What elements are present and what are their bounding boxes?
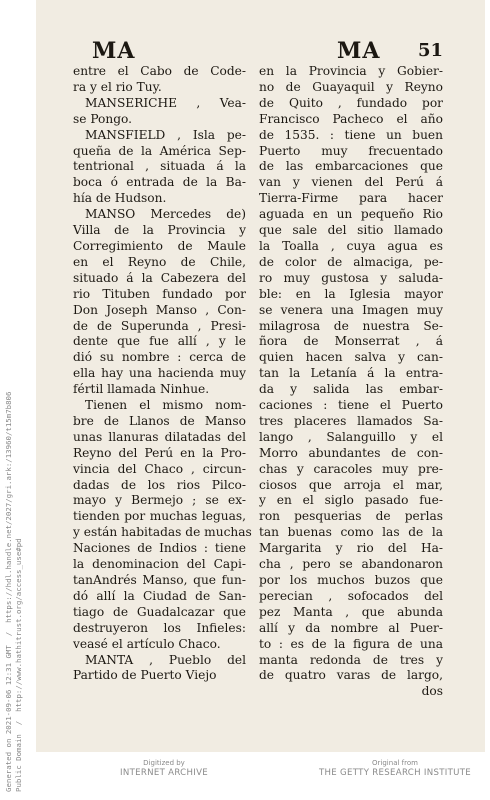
page-number: 51	[418, 40, 444, 61]
text-line: allí y da nombre al Puer-	[259, 620, 443, 635]
text-line: la denominacion del Capi-	[73, 557, 246, 572]
text-line: aguada en un pequeño Rio	[259, 207, 443, 222]
text-line: dadas de los rios Pilco-	[73, 477, 246, 492]
text-line: se venera una Imagen muy	[259, 302, 443, 317]
text-line: ñora de Monserrat , á	[259, 334, 443, 349]
text-line: unas llanuras dilatadas del	[73, 429, 246, 444]
text-line: MANTA , Pueblo del	[85, 652, 246, 667]
text-line: Tierra-Firme para hacer	[259, 191, 443, 206]
text-line: Naciones de Indios : tiene	[73, 541, 246, 556]
side-stamp: Generated on 2021-09-06 12:31 GMT / https://hdl.handle.net/2027/gri.ark:/13960/t15m7b806 Public Domain / http://www.hathitrust.org/access_use#pd	[4, 391, 23, 792]
text-line: queña de la América Sep-	[73, 143, 246, 158]
text-line: rio Tituben fundado por	[73, 286, 246, 301]
text-line: dó allí la Ciudad de San-	[73, 588, 246, 603]
text-line: tan buenas como las de la	[259, 525, 443, 540]
text-line: cha , pero se abandonaron	[259, 557, 443, 572]
text-line: situado á la Cabezera del	[73, 270, 246, 285]
text-line: entre el Cabo de Code-	[73, 64, 246, 78]
text-line: Partido de Puerto Viejo	[73, 668, 217, 683]
left-text-column	[73, 64, 252, 684]
text-line: de las embarcaciones que	[259, 159, 443, 174]
text-line: en el Reyno de Chile,	[73, 254, 246, 269]
footer-internet-archive: INTERNET ARCHIVE	[120, 768, 208, 778]
text-line: ron pesquerias de perlas	[259, 509, 443, 524]
text-line: hía de Hudson.	[73, 191, 167, 206]
text-line: chas y caracoles muy pre-	[259, 461, 443, 476]
footer-original-from	[300, 758, 490, 779]
text-line: de quatro varas de largo,	[259, 668, 443, 683]
text-line: bre de Llanos de Manso	[73, 413, 246, 428]
text-line: pez Manta , que abunda	[259, 604, 443, 619]
text-line: tanAndrés Manso, que fun-	[73, 573, 246, 587]
text-line: Morro abundantes de con-	[259, 445, 443, 460]
text-line: de Quito , fundado por	[259, 95, 443, 110]
text-line: MANSFIELD , Isla pe-	[85, 127, 246, 142]
text-line: boca ó entrada de la Ba-	[73, 175, 246, 190]
text-line: tan la Letanía á la entra-	[259, 366, 443, 381]
footer-original-label: Original from	[372, 759, 418, 767]
text-line: Tienen el mismo nom-	[85, 398, 246, 413]
text-line: ella hay una hacienda muy	[73, 366, 246, 381]
text-line: mayo y Bermejo ; se ex-	[73, 493, 246, 508]
text-line: fértil llamada Ninhue.	[73, 382, 210, 397]
text-line: manta redonda de tres y	[259, 652, 443, 667]
text-line: no de Guayaquil y Reyno	[259, 79, 443, 94]
text-line: que sale del sitio llamado	[259, 223, 443, 238]
text-line: Reyno del Perú en la Pro-	[73, 445, 246, 460]
text-line: vincia del Chaco , circun-	[73, 461, 246, 476]
text-line: ro muy gustosa y saluda-	[259, 270, 443, 285]
text-line: Margarita y rio del Ha-	[259, 541, 443, 556]
text-line: destruyeron los Infieles:	[73, 620, 246, 635]
text-line: Don Joseph Manso , Con-	[73, 302, 246, 317]
text-line: dente que fue allí , y le	[73, 334, 246, 349]
running-head-right: MA	[337, 38, 381, 64]
text-line: se Pongo.	[73, 111, 133, 126]
right-text-column	[259, 64, 443, 700]
text-line: veasé el artículo Chaco.	[73, 636, 221, 651]
text-line: tres placeres llamados Sa-	[259, 413, 443, 428]
text-line: dió su nombre : cerca de	[73, 350, 246, 365]
text-line: lango , Salanguillo y el	[259, 429, 443, 444]
footer-getty: THE GETTY RESEARCH INSTITUTE	[318, 768, 471, 778]
text-line: tienden por muchas leguas,	[73, 509, 246, 524]
text-line: y en el siglo pasado fue-	[259, 493, 443, 508]
text-line: quien hacen salva y can-	[259, 350, 443, 365]
text-line: por los muchos buzos que	[259, 573, 443, 587]
text-line: de de Superunda , Presi-	[73, 318, 246, 333]
text-line: ra y el rio Tuy.	[73, 79, 162, 94]
text-line: van y vienen del Perú á	[259, 175, 443, 190]
text-line: milagrosa de nuestra Se-	[259, 318, 443, 333]
text-line: MANSO Mercedes de)	[85, 207, 246, 222]
text-line: dos	[421, 684, 443, 699]
text-line: Puerto muy frecuentado	[259, 143, 443, 158]
text-line: MANSERICHE , Vea-	[85, 95, 246, 110]
text-line: la Toalla , cuya agua es	[259, 238, 443, 253]
text-line: Francisco Pacheco el año	[259, 111, 443, 126]
running-head-left: MA	[92, 38, 136, 64]
text-line: Villa de la Provincia y	[73, 223, 246, 238]
text-line: ciosos que arroja el mar,	[259, 477, 443, 492]
text-line: ble: en la Iglesia mayor	[259, 286, 443, 301]
text-line: de 1535. : tiene un buen	[259, 127, 443, 142]
text-line: to : es de la figura de una	[259, 636, 443, 651]
footer-digitized-label: Digitized by	[143, 759, 185, 767]
footer-digitized-by	[104, 758, 224, 779]
text-line: Corregimiento de Maule	[73, 238, 246, 253]
text-line: da y salida las embar-	[259, 382, 443, 397]
text-line: tiago de Guadalcazar que	[73, 604, 246, 619]
text-line: y están habitadas de muchas	[73, 525, 252, 540]
text-line: en la Provincia y Gobier-	[259, 64, 443, 78]
text-line: perecian , sofocados del	[259, 588, 443, 603]
text-line: de color de almaciga, pe-	[259, 254, 443, 269]
text-line: tentrional , situada á la	[73, 159, 246, 174]
text-line: caciones : tiene el Puerto	[259, 398, 443, 413]
